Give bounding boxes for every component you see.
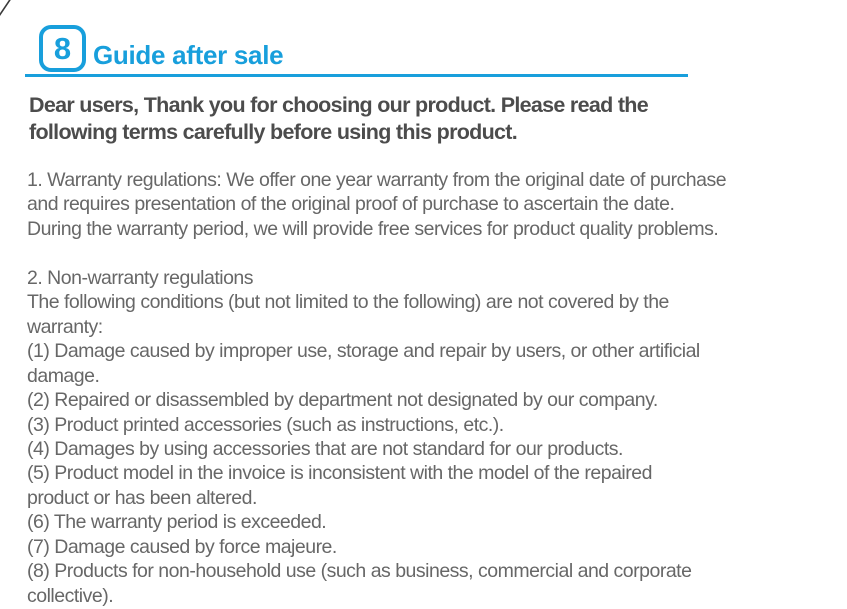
text-line: collective).	[27, 584, 114, 607]
page-corner-mark-icon	[0, 0, 20, 20]
text-line: warranty:	[27, 315, 103, 338]
section-number: 8	[53, 30, 72, 66]
text-line: (5) Product model in the invoice is inconsistent with the model of the repaired	[27, 462, 652, 485]
text-line: damage.	[27, 364, 100, 387]
text-line: (7) Damage caused by force majeure.	[27, 535, 337, 558]
non-warranty-regulations-paragraph	[27, 266, 726, 608]
page-title: Guide after sale	[93, 40, 284, 70]
intro-line: Dear users, Thank you for choosing our product. Please read the	[29, 93, 648, 117]
text-line: The following conditions (but not limited to the following) are not covered by the	[27, 291, 669, 314]
text-line: and requires presentation of the original proof of purchase to ascertain the date.	[27, 193, 675, 216]
text-line: (3) Product printed accessories (such as instructions, etc.).	[27, 413, 504, 436]
terms-text-block	[27, 168, 726, 608]
warranty-regulations-paragraph	[27, 168, 726, 241]
text-line: (2) Repaired or disassembled by department not designated by our company.	[27, 389, 658, 412]
text-line: product or has been altered.	[27, 486, 257, 509]
text-line: (8) Products for non-household use (such as business, commercial and corporate	[27, 560, 692, 583]
text-line: (1) Damage caused by improper use, storage and repair by users, or other artificial	[27, 340, 700, 363]
text-line: 2. Non-warranty regulations	[27, 266, 254, 289]
intro-paragraph	[29, 92, 648, 146]
text-line: During the warranty period, we will provide free services for product quality problems.	[27, 217, 719, 240]
text-line: (6) The warranty period is exceeded.	[27, 511, 327, 534]
section-number-badge	[39, 25, 86, 72]
text-line: (4) Damages by using accessories that are not standard for our products.	[27, 437, 623, 460]
title-underline-divider	[25, 74, 688, 77]
text-line: 1. Warranty regulations: We offer one year warranty from the original date of purchase	[27, 169, 727, 191]
intro-line: following terms carefully before using this product.	[29, 120, 518, 144]
